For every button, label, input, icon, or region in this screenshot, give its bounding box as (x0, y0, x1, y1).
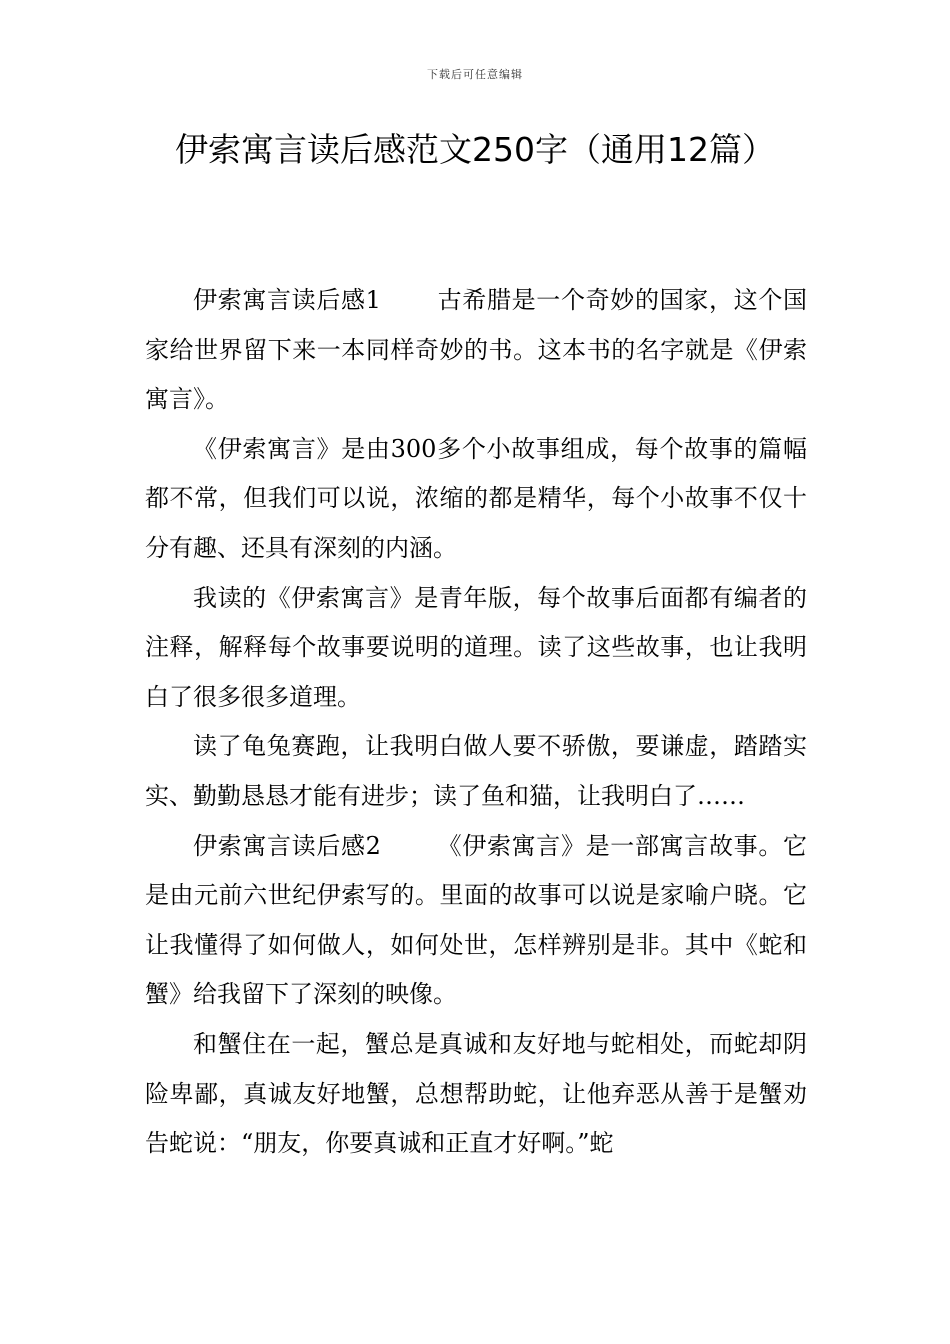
paragraph-text: 我读的《伊索寓言》是青年版，每个故事后面都有编者的注释，解释每个故事要说明的道理。读了这些故事，也让我明白了很多很多道理。 (145, 583, 807, 711)
document-body (145, 276, 807, 1169)
paragraph-text: 古希腊是一个奇妙的国家，这个国家给世界留下来一本同样奇妙的书。这本书的名字就是《伊索寓言》。 (145, 286, 807, 414)
paragraph-heading: 伊索寓言读后感2 (193, 831, 381, 860)
document-title: 伊索寓言读后感范文250字（通用12篇） (175, 130, 775, 169)
header-note: 下载后可任意编辑 (427, 68, 523, 81)
paragraph-5 (145, 822, 807, 1020)
paragraph-1 (145, 276, 807, 425)
paragraph-4 (145, 722, 807, 821)
paragraph-text: 《伊索寓言》是一部寓言故事。它是由元前六世纪伊索写的。里面的故事可以说是家喻户晓。它让我懂得了如何做人，如何处世，怎样辨别是非。其中《蛇和蟹》给我留下了深刻的映像。 (145, 831, 807, 1009)
paragraph-2 (145, 425, 807, 574)
paragraph-3 (145, 574, 807, 723)
paragraph-6 (145, 1020, 807, 1169)
paragraph-text: 和蟹住在一起，蟹总是真诚和友好地与蛇相处，而蛇却阴险卑鄙，真诚友好地蟹，总想帮助蛇，让他弃恶从善于是蟹劝告蛇说：“朋友，你要真诚和正直才好啊。”蛇 (145, 1029, 807, 1158)
paragraph-text: 读了龟兔赛跑，让我明白做人要不骄傲，要谦虚，踏踏实实、勤勤恳恳才能有进步；读了鱼和猫，让我明白了…… (145, 732, 807, 810)
paragraph-text: 《伊索寓言》是由300多个小故事组成，每个故事的篇幅都不常，但我们可以说，浓缩的都是精华，每个小故事不仅十分有趣、还具有深刻的内涵。 (145, 434, 807, 562)
paragraph-heading: 伊索寓言读后感1 (193, 286, 381, 314)
